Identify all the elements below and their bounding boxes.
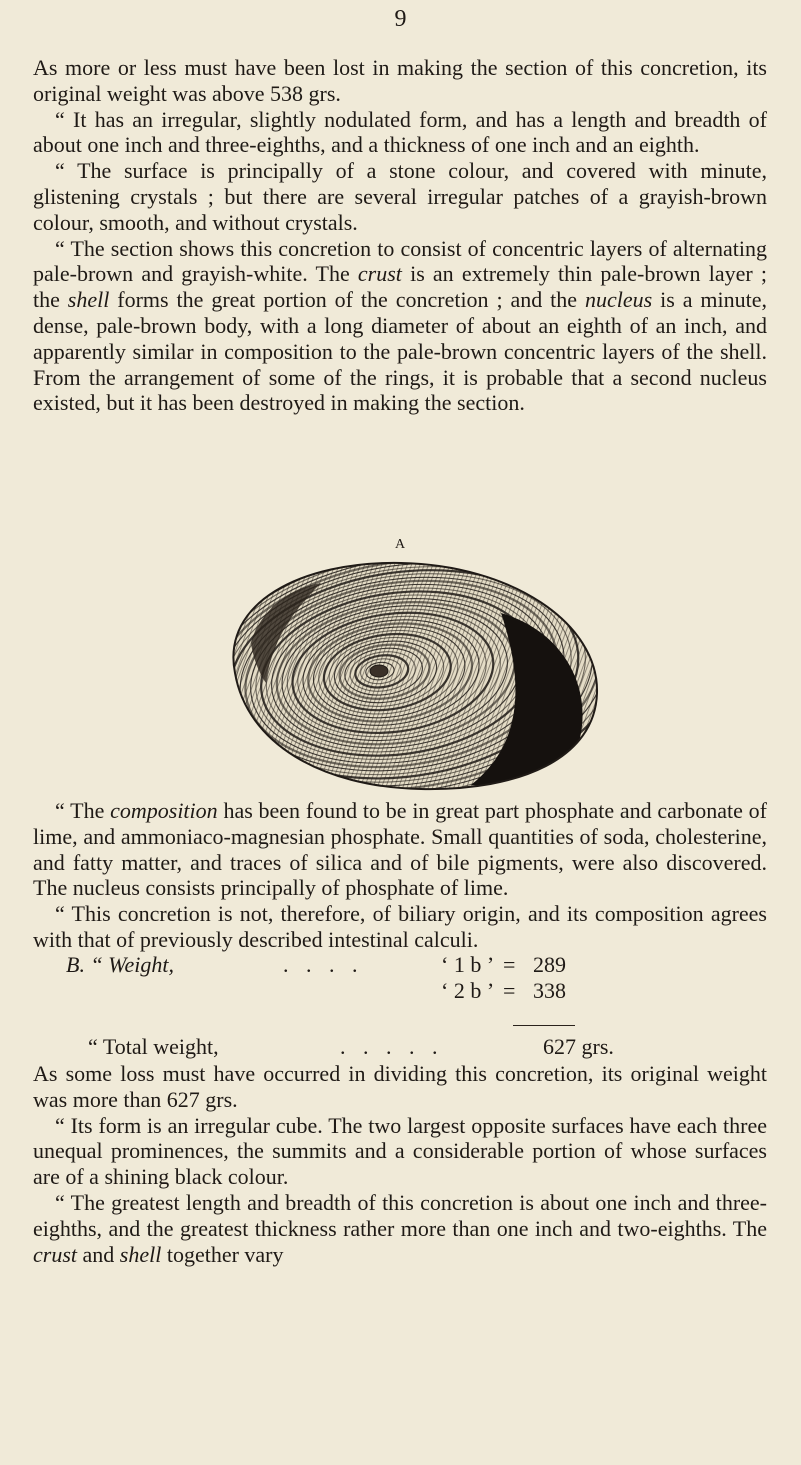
middle-text-block	[33, 798, 767, 953]
weight-row	[33, 978, 767, 1004]
text-run: “ The greatest length and breadth of this concretion is about one inch and three-eighths, and the greatest thickness rather more than one inch and two-eighths. The	[33, 1189, 767, 1241]
total-dots: . . . . .	[340, 1034, 444, 1059]
term-composition: composition	[110, 798, 218, 823]
term-shell: shell	[67, 287, 110, 313]
text-run: “ The	[55, 798, 111, 823]
total-rule	[513, 1025, 575, 1026]
term-nucleus: nucleus	[584, 287, 653, 313]
text-run: “ The section shows this concretion to consist of concentric layers of alternating pale-brown and grayish-white. The	[33, 235, 767, 287]
weight-label: B. “ Weight,	[66, 952, 174, 977]
concretion-body	[211, 553, 601, 793]
text-run: together vary	[161, 1241, 284, 1267]
weight-value: 289	[533, 952, 566, 977]
figure-label: A	[394, 537, 407, 552]
weight-equals: =	[503, 978, 516, 1003]
top-text-block	[33, 55, 767, 416]
text-run: forms the great portion of the concretion ; and the	[109, 287, 585, 313]
paragraph-form: “ It has an irregular, slightly nodulated form, and has a length and breadth of about one inch and three-eighths, and a thickness of one inch and an eighth.	[33, 106, 767, 158]
paragraph-surface: “ The surface is principally of a stone colour, and covered with minute, glistening crystals ; but there are several irregular patches of a grayish-brown colour, smooth, and without crystals.	[33, 158, 767, 235]
page-number: 9	[394, 6, 407, 32]
total-label: “ Total weight,	[88, 1034, 219, 1059]
paragraph-section	[33, 236, 767, 417]
weight-row	[33, 952, 767, 978]
weight-dots: . . . .	[283, 952, 364, 977]
text-run: is an extremely thin pale-brown layer ; the	[33, 261, 767, 313]
paragraph-length	[33, 1190, 767, 1267]
term-shell: shell	[119, 1241, 162, 1267]
total-value: 627 grs.	[543, 1034, 614, 1059]
weight-part: ‘ 1 b ’	[441, 952, 495, 977]
text-run: is a minute, dense, pale-brown body, with a long diameter of about an eighth of an inch, and apparently similar in composition to the pale-brown concentric layers of the shell. From the arrangement of some of the rings, it is probable that a second nucleus existed, but it has been destroyed in making the section.	[33, 287, 767, 416]
bottom-text-block	[33, 1061, 767, 1267]
paragraph-cube-form: “ Its form is an irregular cube. The two largest opposite surfaces have each three unequal prominences, the summits and a considerable portion of whose surfaces are of a shining black colour.	[33, 1112, 767, 1190]
term-crust: crust	[33, 1241, 77, 1267]
paragraph-composition	[33, 798, 767, 901]
nucleus	[370, 665, 388, 677]
weight-value: 338	[533, 978, 566, 1003]
weights-table	[33, 952, 767, 1004]
concretion-section-figure	[211, 553, 601, 793]
weight-part: ‘ 2 b ’	[441, 978, 495, 1003]
text-run: and	[77, 1241, 120, 1267]
paragraph-original-weight: As more or less must have been lost in making the section of this concretion, its original weight was above 538 grs.	[33, 55, 767, 106]
weight-equals: =	[503, 952, 516, 977]
paragraph-loss: As some loss must have occurred in dividing this concretion, its original weight was more than 627 grs.	[33, 1061, 767, 1112]
term-crust: crust	[357, 261, 402, 287]
text-run: has been found to be in great part phosphate and carbonate of lime, and ammoniaco-magnesian phosphate. Small quantities of soda, cholesterine, and fatty matter, and traces of silica and of bile pigments, were also discovered. The nucleus consists principally of phosphate of lime.	[33, 798, 767, 901]
paragraph-biliary: “ This concretion is not, therefore, of biliary origin, and its composition agrees with that of previously described intestinal calculi.	[33, 901, 767, 952]
